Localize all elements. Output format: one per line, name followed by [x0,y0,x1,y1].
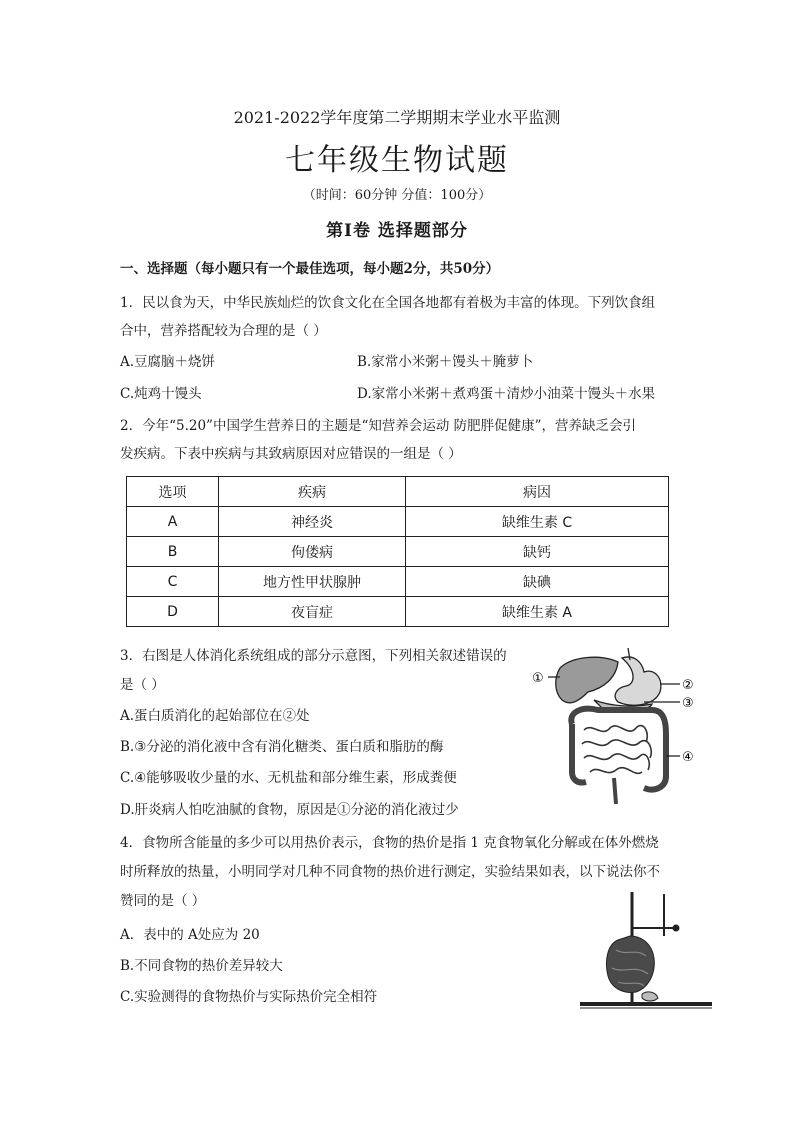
table-header-cell: 选项 [127,477,219,507]
table-cell: 佝偻病 [219,537,406,567]
q3-option-d: D.肝炎病人怕吃油腻的食物，原因是①分泌的消化液过少 [120,802,459,818]
table-cell: B [127,537,219,567]
table-header-cell: 疾病 [219,477,406,507]
q1-option-a: A.豆腐脑＋烧饼 [120,354,216,370]
exam-period-title: 2021-2022学年度第二学期期末学业水平监测 [233,108,561,127]
q4-stem-line2: 时所释放的热量，小明同学对几种不同食物的热价进行测定，实验结果如表，以下说法你不 [120,864,660,880]
exam-main-title: 七年级生物试题 [285,143,509,178]
figure-label-4: ④ [682,750,694,765]
stomach-shape [615,657,661,705]
clamp-knob [673,925,679,931]
table-cell: 夜盲症 [219,597,406,627]
digestive-system-figure [532,648,700,808]
section-heading: 一、选择题（每小题只有一个最佳选项，每小题2分，共50分） [120,261,500,277]
table-cell: D [127,597,219,627]
table-header-cell: 病因 [406,477,669,507]
table-cell: 地方性甲状腺肿 [219,567,406,597]
q2-stem-line1: 2．今年“5.20”中国学生营养日的主题是“知营养会运动 防肥胖促健康”，营养缺乏会引 [120,418,637,434]
q3-stem-line1: 3．右图是人体消化系统组成的部分示意图，下列相关叙述错误的 [120,648,507,664]
figure-label-1: ① [532,671,544,686]
small-intestine-shape [582,726,651,774]
liver-shape [556,657,618,703]
table-header-row [127,477,669,507]
burning-food-apparatus-figure [578,890,718,1014]
q4-stem-line1: 4．食物所含能量的多少可以用热价表示，食物的热价是指 1 克食物氧化分解或在体外燃烧 [120,835,659,851]
burning-food-shape [642,992,658,1001]
q2-stem-line2: 发疾病。下表中疾病与其致病原因对应错误的一组是（ ） [120,446,462,462]
table-cell: 神经炎 [219,507,406,537]
table-cell: C [127,567,219,597]
q3-stem-line2: 是（ ） [120,677,165,693]
table-cell: A [127,507,219,537]
rectum-shape [614,778,616,804]
table-cell: 缺维生素 C [406,507,669,537]
figure-label-3: ③ [682,696,694,711]
table-row [127,537,669,567]
table-row [127,567,669,597]
table-row [127,507,669,537]
table-cell: 缺碘 [406,567,669,597]
q4-option-a: A．表中的 A处应为 20 [120,927,260,943]
q3-option-a: A.蛋白质消化的起始部位在②处 [120,708,310,724]
q4-option-c: C.实验测得的食物热价与实际热价完全相符 [120,989,378,1005]
q1-stem-line1: 1．民以食为天，中华民族灿烂的饮食文化在全国各地都有着极为丰富的体现。下列饮食组 [120,295,656,311]
part-title: 第Ⅰ卷 选择题部分 [326,221,468,241]
table-row [127,597,669,627]
flask-shape [606,936,654,992]
q1-stem-line2: 合中，营养搭配较为合理的是（ ） [120,323,327,339]
q1-option-b: B.家常小米粥＋馒头＋腌萝卜 [357,354,534,370]
table-cell: 缺钙 [406,537,669,567]
q3-option-c: C.④能够吸收少量的水、无机盐和部分维生素，形成粪便 [120,770,457,786]
exam-time-score: （时间：60分钟 分值：100分） [302,188,492,203]
q4-option-b: B.不同食物的热价差异较大 [120,958,283,974]
figure-label-2: ② [682,678,694,693]
q3-option-b: B.③分泌的消化液中含有消化糖类、蛋白质和脂肪的酶 [120,739,444,755]
q2-table [126,476,669,627]
q1-option-c: C.炖鸡十馒头 [120,386,202,402]
q1-option-d: D.家常小米粥＋煮鸡蛋＋清炒小油菜十馒头＋水果 [357,386,656,402]
table-cell: 缺维生素 A [406,597,669,627]
q4-stem-line3: 赞同的是（ ） [120,893,206,909]
